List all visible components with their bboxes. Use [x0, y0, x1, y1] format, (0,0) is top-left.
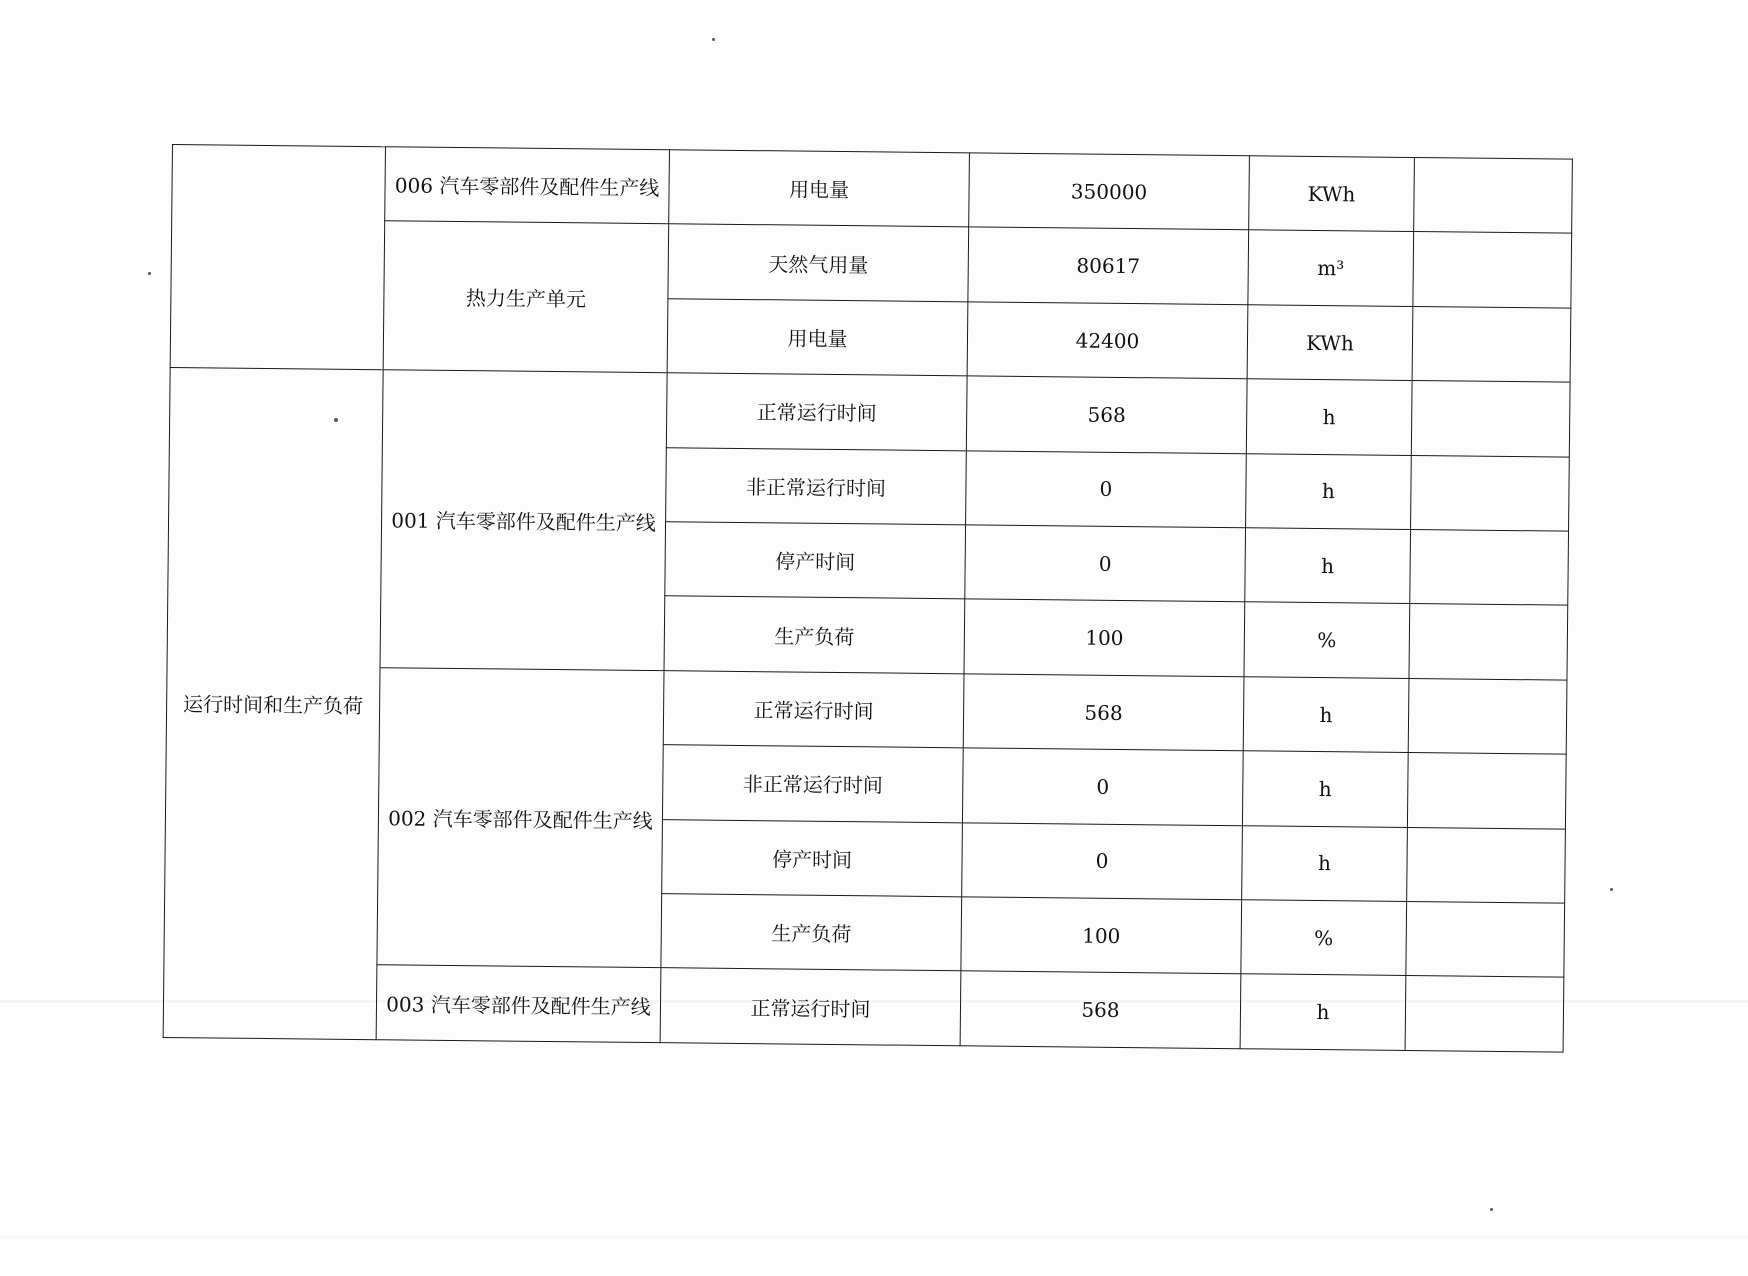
note-cell: [1410, 530, 1569, 606]
value-cell: 0: [962, 748, 1243, 825]
measure-cell: h: [1246, 379, 1412, 455]
measure-cell: KWh: [1247, 305, 1413, 381]
unit-cell: 003 汽车零部件及配件生产线: [376, 965, 661, 1043]
value-cell: 100: [964, 599, 1245, 676]
value-cell: 0: [965, 525, 1246, 602]
item-cell: 正常运行时间: [666, 373, 967, 451]
group-cell: 运行时间和生产负荷: [163, 368, 383, 1040]
measure-cell: %: [1241, 900, 1407, 976]
scan-speck: [148, 272, 151, 275]
measure-cell: %: [1244, 602, 1410, 678]
item-cell: 用电量: [667, 299, 968, 377]
value-cell: 568: [966, 376, 1247, 453]
note-cell: [1407, 753, 1566, 829]
note-cell: [1406, 902, 1565, 978]
note-cell: [1409, 604, 1568, 680]
note-cell: [1411, 455, 1570, 531]
item-cell: 天然气用量: [668, 224, 969, 302]
value-cell: 42400: [967, 302, 1248, 379]
measure-cell: h: [1245, 528, 1411, 604]
item-cell: 停产时间: [665, 522, 966, 600]
note-cell: [1412, 306, 1571, 382]
energy-runtime-table: [163, 144, 1573, 1053]
measure-cell: h: [1243, 677, 1409, 753]
note-cell: [1413, 232, 1572, 308]
item-cell: 用电量: [669, 150, 970, 228]
group-cell: [170, 145, 385, 370]
item-cell: 停产时间: [662, 819, 963, 897]
item-cell: 非正常运行时间: [666, 447, 967, 525]
measure-cell: h: [1242, 751, 1408, 827]
note-cell: [1414, 158, 1573, 234]
note-cell: [1405, 976, 1564, 1052]
value-cell: 568: [963, 674, 1244, 751]
note-cell: [1407, 827, 1566, 903]
value-cell: 350000: [969, 153, 1250, 230]
table-row: [172, 145, 1573, 234]
measure-cell: m³: [1248, 230, 1414, 306]
measure-cell: h: [1242, 825, 1408, 901]
table-container: [163, 144, 1572, 1053]
value-cell: 568: [960, 971, 1241, 1048]
item-cell: 正常运行时间: [660, 968, 961, 1046]
unit-cell: 热力生产单元: [383, 221, 669, 373]
unit-cell: 006 汽车零部件及配件生产线: [385, 147, 670, 224]
item-cell: 非正常运行时间: [662, 745, 963, 823]
unit-cell: 002 汽车零部件及配件生产线: [377, 668, 664, 969]
scan-speck: [1610, 888, 1613, 891]
item-cell: 生产负荷: [661, 894, 962, 972]
measure-cell: KWh: [1249, 156, 1415, 232]
value-cell: 0: [966, 450, 1247, 527]
note-cell: [1408, 678, 1567, 754]
value-cell: 0: [962, 822, 1243, 899]
scan-speck: [1490, 1208, 1493, 1211]
item-cell: 正常运行时间: [663, 671, 964, 749]
value-cell: 80617: [968, 227, 1249, 304]
scan-artifact-band: [0, 1236, 1748, 1238]
measure-cell: h: [1240, 974, 1406, 1050]
measure-cell: h: [1246, 453, 1412, 529]
note-cell: [1411, 381, 1570, 457]
scan-speck: [712, 38, 715, 41]
item-cell: 生产负荷: [664, 596, 965, 674]
unit-cell: 001 汽车零部件及配件生产线: [380, 370, 667, 671]
value-cell: 100: [961, 897, 1242, 974]
table-row: [169, 368, 1570, 457]
